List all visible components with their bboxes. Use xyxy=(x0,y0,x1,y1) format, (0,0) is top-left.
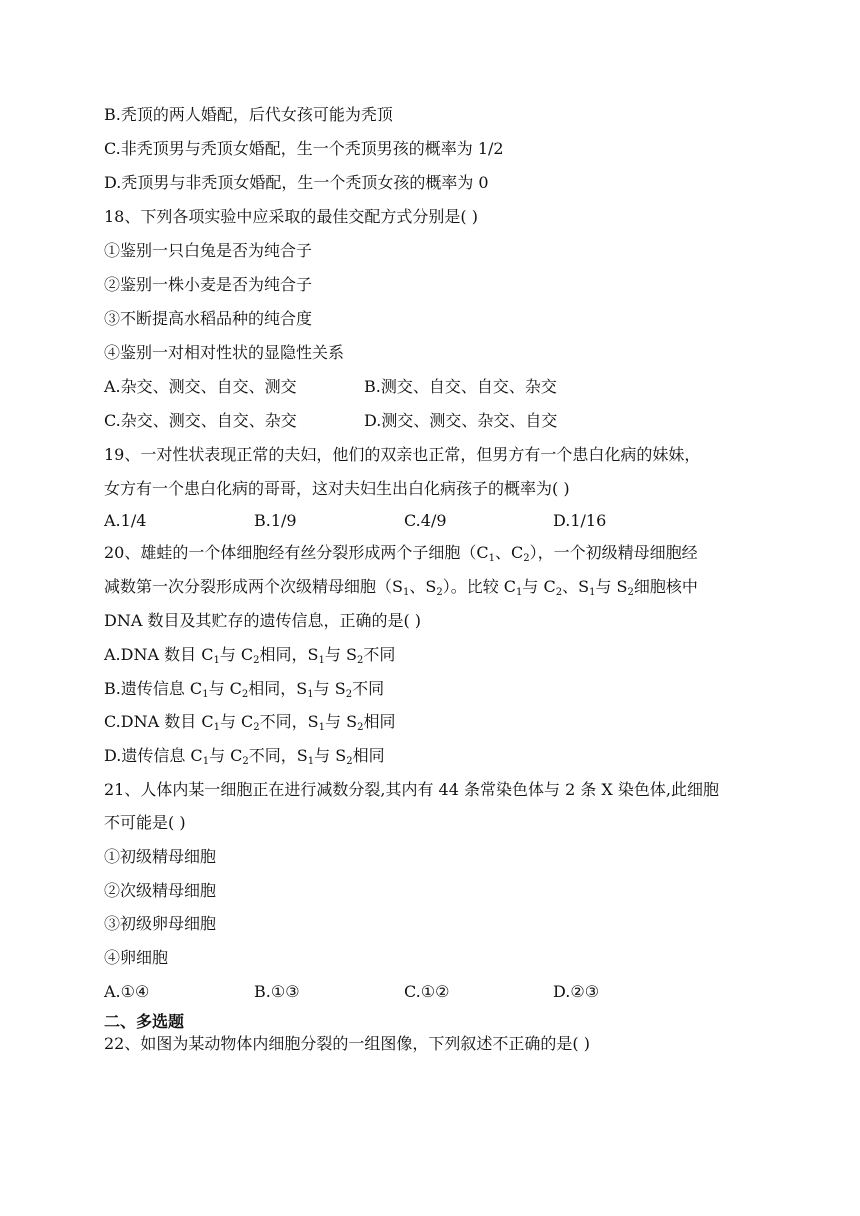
section-heading-multiple-choice: 二、多选题 xyxy=(104,1012,185,1031)
q19-stem-line-1: 19、一对性状表现正常的夫妇，他们的双亲也正常，但男方有一个患白化病的妹妹， xyxy=(104,445,701,464)
q17-option-d: D.秃顶男与非秃顶女婚配，生一个秃顶女孩的概率为 0 xyxy=(104,173,489,192)
q18-option-a: A.杂交、测交、自交、测交 xyxy=(104,377,297,396)
q21-item-3: ③初级卵母细胞 xyxy=(104,914,217,933)
q20-stem-line-1: 20、雄蛙的一个体细胞经有丝分裂形成两个子细胞（$C_1$、$C_2$），一个初级精母细胞经 xyxy=(104,543,698,564)
q21-option-c: C.①② xyxy=(404,982,450,1001)
q18-item-4: ④鉴别一对相对性状的显隐性关系 xyxy=(104,343,345,362)
q18-option-c: C.杂交、测交、自交、杂交 xyxy=(104,411,297,430)
q18-item-1: ①鉴别一只白兔是否为纯合子 xyxy=(104,241,313,260)
q18-item-3: ③不断提高水稻品种的纯合度 xyxy=(104,309,313,328)
q19-option-d: D.1/16 xyxy=(553,511,607,530)
q20-option-c: C.DNA 数目 $C_1$与 $C_2$不同，$S_1$与 $S_2$相同 xyxy=(104,712,396,733)
q18-option-b: B.测交、自交、自交、杂交 xyxy=(364,377,557,396)
q18-item-2: ②鉴别一株小麦是否为纯合子 xyxy=(104,275,313,294)
q20-option-d: D.遗传信息 $C_1$与 $C_2$不同，$S_1$与 $S_2$相同 xyxy=(104,746,385,767)
q21-item-2: ②次级精母细胞 xyxy=(104,881,217,900)
q19-option-a: A.1/4 xyxy=(104,511,147,530)
q19-stem-line-2: 女方有一个患白化病的哥哥，这对夫妇生出白化病孩子的概率为( ) xyxy=(104,479,570,498)
q19-option-b: B.1/9 xyxy=(254,511,297,530)
q20-stem-line-3: DNA 数目及其贮存的遗传信息，正确的是( ) xyxy=(104,611,422,630)
q20-option-b: B.遗传信息 $C_1$与 $C_2$相同，$S_1$与 $S_2$不同 xyxy=(104,679,385,700)
q21-option-a: A.①④ xyxy=(104,982,150,1001)
q21-item-4: ④卵细胞 xyxy=(104,948,169,967)
q20-option-a: A.DNA 数目 $C_1$与 $C_2$相同，$S_1$与 $S_2$不同 xyxy=(104,645,396,666)
q17-option-c: C.非秃顶男与秃顶女婚配，生一个秃顶男孩的概率为 1/2 xyxy=(104,139,504,158)
q18-stem: 18、下列各项实验中应采取的最佳交配方式分别是( ) xyxy=(104,207,478,226)
q17-option-b: B.秃顶的两人婚配，后代女孩可能为秃顶 xyxy=(104,105,393,124)
q21-stem-line-1: 21、人体内某一细胞正在进行减数分裂,其内有 44 条常染色体与 2 条 X 染色体,此细胞 xyxy=(104,780,719,799)
q20-stem-line-2: 减数第一次分裂形成两个次级精母细胞（$S_1$、$S_2$）。比较 $C_1$与 $C_2$、$S_1$与 $S_2$细胞核中 xyxy=(104,577,698,598)
q21-item-1: ①初级精母细胞 xyxy=(104,847,217,866)
q21-option-d: D.②③ xyxy=(553,982,600,1001)
q21-stem-line-2: 不可能是( ) xyxy=(104,813,186,832)
q22-stem: 22、如图为某动物体内细胞分裂的一组图像，下列叙述不正确的是( ) xyxy=(104,1034,590,1053)
q21-option-b: B.①③ xyxy=(254,982,300,1001)
q19-option-c: C.4/9 xyxy=(404,511,447,530)
q18-option-d: D.测交、测交、杂交、自交 xyxy=(364,411,558,430)
